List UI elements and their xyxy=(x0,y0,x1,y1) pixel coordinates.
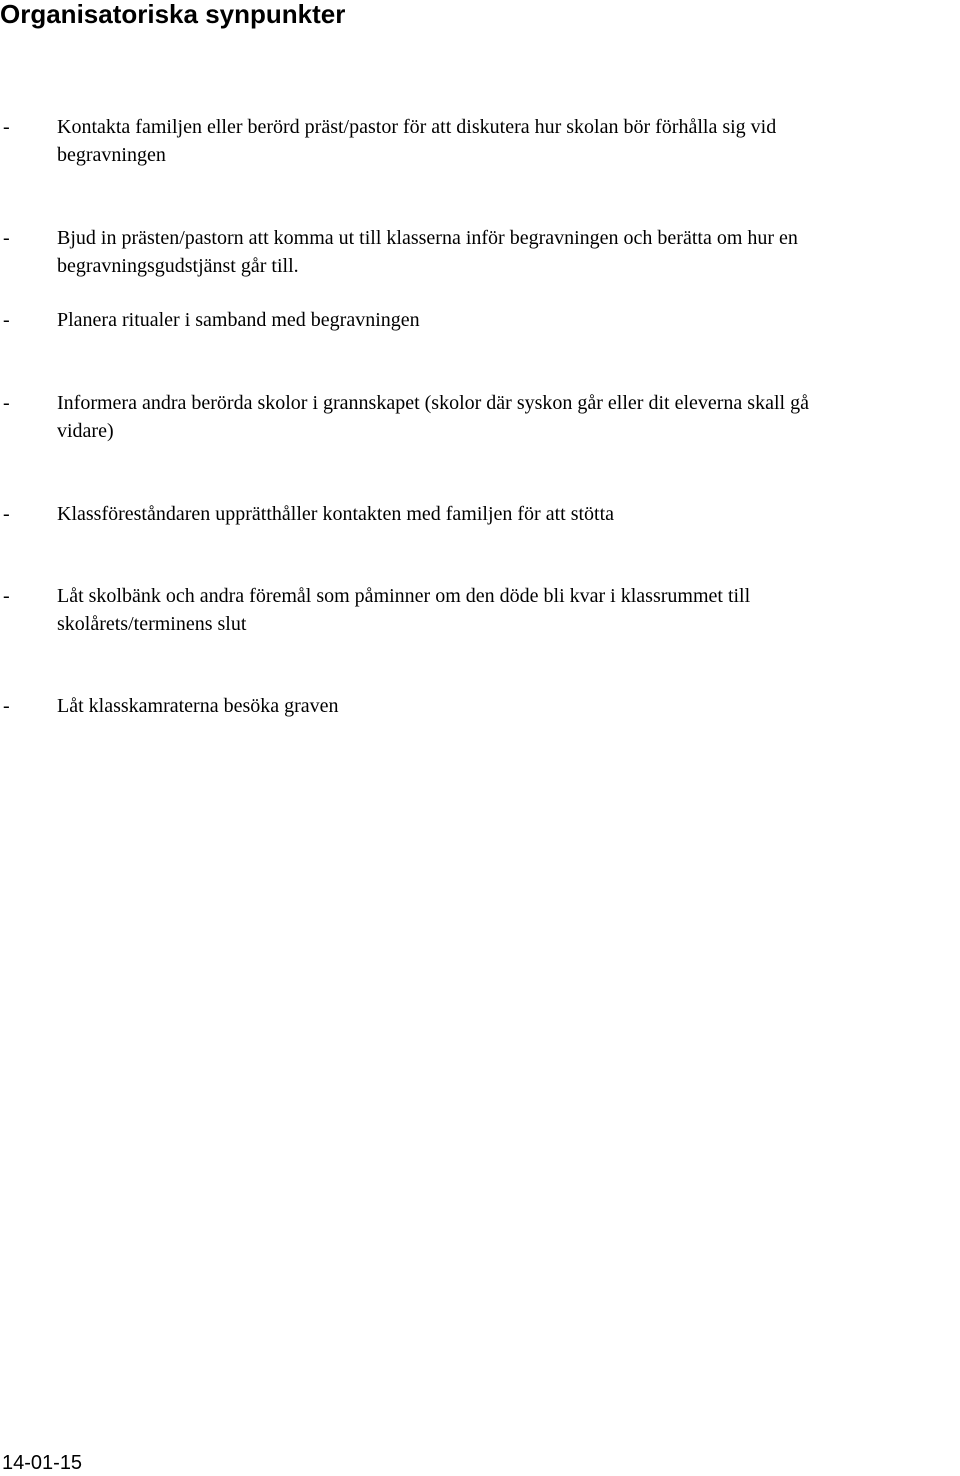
list-item-line: begravningen xyxy=(57,144,166,166)
list-item-text xyxy=(57,224,960,280)
list-item-line: Bjud in prästen/pastorn att komma ut till klasserna inför begravningen och berätta om hur en xyxy=(57,227,798,249)
list-item-text xyxy=(57,306,960,334)
list-item-line: Låt klasskamraterna besöka graven xyxy=(57,695,339,717)
list-item-line: vidare) xyxy=(57,420,114,442)
list-item-text xyxy=(57,692,960,720)
list-item-text xyxy=(57,389,960,445)
page-title: Organisatoriska synpunkter xyxy=(0,0,346,29)
list-item-line: Informera andra berörda skolor i grannskapet (skolor där syskon går eller dit eleverna skall gå xyxy=(57,392,809,414)
list-item-line: Låt skolbänk och andra föremål som påminner om den döde bli kvar i klassrummet till xyxy=(57,585,751,607)
bullet-dash: - xyxy=(3,695,10,717)
footer-date: 14-01-15 xyxy=(2,1452,83,1474)
bullet-dash: - xyxy=(3,116,10,138)
list-item-text xyxy=(57,113,960,169)
list-item-text xyxy=(57,582,960,638)
list-item-line: Kontakta familjen eller berörd präst/pastor för att diskutera hur skolan bör förhålla sig vid xyxy=(57,116,777,138)
list-item-line: Planera ritualer i samband med begravningen xyxy=(57,309,420,331)
bullet-dash: - xyxy=(3,503,10,525)
list-item-line: skolårets/terminens slut xyxy=(57,613,247,635)
bullet-dash: - xyxy=(3,585,10,607)
list-item-line: Klassföreståndaren upprätthåller kontakten med familjen för att stötta xyxy=(57,503,615,525)
bullet-dash: - xyxy=(3,392,10,414)
list-item-text xyxy=(57,500,960,528)
bullet-dash: - xyxy=(3,227,10,249)
bullet-dash: - xyxy=(3,309,10,331)
list-item-line: begravningsgudstjänst går till. xyxy=(57,255,299,277)
